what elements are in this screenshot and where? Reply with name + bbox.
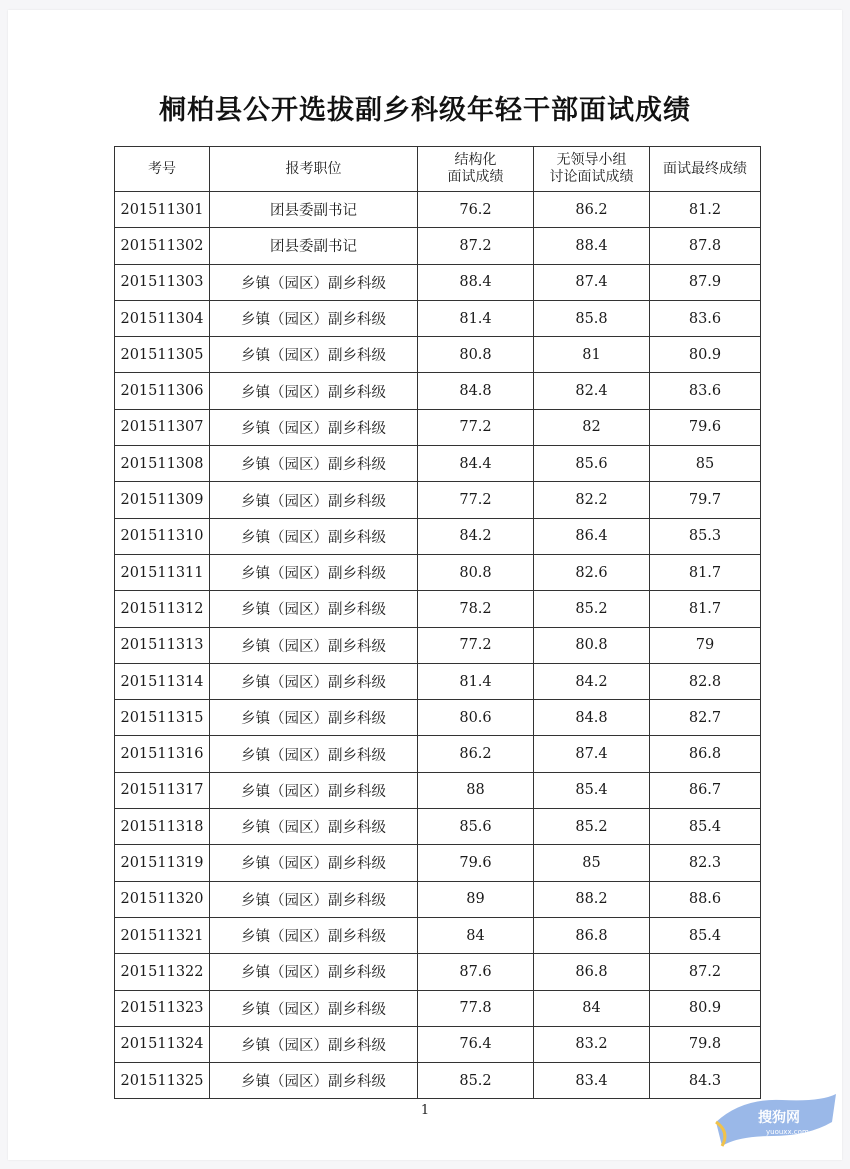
table-row [115,627,761,663]
cell-group-score: 82.6 [534,554,650,590]
header-structured-score [418,147,534,192]
cell-group-score: 87.4 [534,736,650,772]
table-row [115,736,761,772]
table-row [115,881,761,917]
cell-group-score: 85.4 [534,772,650,808]
table-row [115,663,761,699]
cell-structured-score: 85.2 [418,1063,534,1099]
cell-id: 201511316 [115,736,210,772]
page-number: 1 [420,1103,430,1118]
table-row [115,917,761,953]
cell-final-score: 88.6 [650,881,761,917]
cell-position: 乡镇（园区）副乡科级 [210,627,418,663]
cell-id: 201511315 [115,700,210,736]
cell-group-score: 80.8 [534,627,650,663]
cell-group-score: 86.8 [534,917,650,953]
cell-position: 乡镇（园区）副乡科级 [210,700,418,736]
table-row [115,409,761,445]
cell-final-score: 87.8 [650,228,761,264]
cell-final-score: 86.8 [650,736,761,772]
table-row [115,482,761,518]
cell-id: 201511324 [115,1026,210,1062]
table-row [115,446,761,482]
cell-structured-score: 86.2 [418,736,534,772]
cell-id: 201511320 [115,881,210,917]
cell-final-score: 81.7 [650,554,761,590]
cell-structured-score: 87.6 [418,954,534,990]
table-row [115,700,761,736]
cell-position: 乡镇（园区）副乡科级 [210,990,418,1026]
cell-position: 乡镇（园区）副乡科级 [210,264,418,300]
cell-position: 乡镇（园区）副乡科级 [210,554,418,590]
cell-id: 201511306 [115,373,210,409]
cell-id: 201511322 [115,954,210,990]
table-row [115,228,761,264]
cell-id: 201511312 [115,591,210,627]
cell-group-score: 81 [534,337,650,373]
header-structured-line1: 结构化 [454,152,497,168]
cell-structured-score: 88 [418,772,534,808]
cell-position: 乡镇（园区）副乡科级 [210,337,418,373]
cell-position: 乡镇（园区）副乡科级 [210,409,418,445]
cell-group-score: 85.8 [534,300,650,336]
header-group-line1: 无领导小组 [556,152,627,168]
cell-structured-score: 87.2 [418,228,534,264]
cell-id: 201511319 [115,845,210,881]
table-row [115,264,761,300]
cell-structured-score: 77.2 [418,482,534,518]
cell-final-score: 82.7 [650,700,761,736]
table-row [115,772,761,808]
cell-structured-score: 77.8 [418,990,534,1026]
table-row [115,809,761,845]
cell-id: 201511313 [115,627,210,663]
cell-final-score: 85 [650,446,761,482]
cell-structured-score: 77.2 [418,627,534,663]
cell-final-score: 85.4 [650,917,761,953]
cell-group-score: 83.4 [534,1063,650,1099]
score-table [114,146,761,1099]
cell-final-score: 82.8 [650,663,761,699]
cell-id: 201511314 [115,663,210,699]
cell-position: 乡镇（园区）副乡科级 [210,881,418,917]
cell-id: 201511318 [115,809,210,845]
cell-structured-score: 76.4 [418,1026,534,1062]
cell-position: 乡镇（园区）副乡科级 [210,518,418,554]
cell-position: 乡镇（园区）副乡科级 [210,845,418,881]
cell-final-score: 79.8 [650,1026,761,1062]
cell-final-score: 86.7 [650,772,761,808]
table-header-row [115,147,761,192]
cell-final-score: 81.7 [650,591,761,627]
table-body [115,192,761,1099]
table-row [115,954,761,990]
document-title: 桐柏县公开选拔副乡科级年轻干部面试成绩 [159,95,691,126]
watermark-text: 搜狗网 [758,1110,800,1126]
cell-final-score: 87.9 [650,264,761,300]
cell-position: 乡镇（园区）副乡科级 [210,663,418,699]
cell-id: 201511307 [115,409,210,445]
cell-final-score: 84.3 [650,1063,761,1099]
table-row [115,1063,761,1099]
header-group-line2: 讨论面试成绩 [549,169,634,185]
cell-position: 乡镇（园区）副乡科级 [210,954,418,990]
cell-group-score: 86.8 [534,954,650,990]
cell-position: 团县委副书记 [210,192,418,228]
cell-final-score: 83.6 [650,300,761,336]
cell-id: 201511308 [115,446,210,482]
cell-id: 201511302 [115,228,210,264]
cell-group-score: 85.2 [534,809,650,845]
cell-final-score: 85.3 [650,518,761,554]
cell-final-score: 79.7 [650,482,761,518]
cell-structured-score: 79.6 [418,845,534,881]
cell-id: 201511323 [115,990,210,1026]
cell-final-score: 82.3 [650,845,761,881]
table-row [115,518,761,554]
table-row [115,1026,761,1062]
cell-group-score: 84.8 [534,700,650,736]
cell-final-score: 79.6 [650,409,761,445]
cell-position: 乡镇（园区）副乡科级 [210,917,418,953]
cell-structured-score: 81.4 [418,663,534,699]
cell-final-score: 81.2 [650,192,761,228]
site-watermark-logo [712,1092,840,1148]
cell-id: 201511321 [115,917,210,953]
table-row [115,990,761,1026]
cell-group-score: 84.2 [534,663,650,699]
cell-position: 乡镇（园区）副乡科级 [210,809,418,845]
cell-id: 201511305 [115,337,210,373]
header-group-score [534,147,650,192]
cell-position: 乡镇（园区）副乡科级 [210,446,418,482]
table-row [115,591,761,627]
cell-final-score: 87.2 [650,954,761,990]
cell-id: 201511310 [115,518,210,554]
cell-group-score: 85.2 [534,591,650,627]
cell-position: 乡镇（园区）副乡科级 [210,772,418,808]
cell-final-score: 83.6 [650,373,761,409]
cell-structured-score: 84.4 [418,446,534,482]
cell-group-score: 82.4 [534,373,650,409]
cell-group-score: 85.6 [534,446,650,482]
cell-final-score: 79 [650,627,761,663]
table-row [115,845,761,881]
cell-id: 201511301 [115,192,210,228]
cell-position: 乡镇（园区）副乡科级 [210,736,418,772]
cell-group-score: 82 [534,409,650,445]
cell-id: 201511311 [115,554,210,590]
table-row [115,300,761,336]
cell-group-score: 82.2 [534,482,650,518]
cell-id: 201511325 [115,1063,210,1099]
cell-structured-score: 76.2 [418,192,534,228]
cell-group-score: 86.2 [534,192,650,228]
table-row [115,554,761,590]
cell-id: 201511304 [115,300,210,336]
cell-position: 乡镇（园区）副乡科级 [210,1026,418,1062]
cell-id: 201511317 [115,772,210,808]
header-final-score: 面试最终成绩 [650,147,761,192]
cell-group-score: 88.4 [534,228,650,264]
cell-structured-score: 88.4 [418,264,534,300]
header-position: 报考职位 [210,147,418,192]
table-row [115,373,761,409]
cell-position: 乡镇（园区）副乡科级 [210,1063,418,1099]
cell-structured-score: 85.6 [418,809,534,845]
cell-position: 乡镇（园区）副乡科级 [210,591,418,627]
cell-structured-score: 89 [418,881,534,917]
cell-structured-score: 80.8 [418,554,534,590]
cell-structured-score: 84 [418,917,534,953]
cell-position: 乡镇（园区）副乡科级 [210,482,418,518]
cell-group-score: 83.2 [534,1026,650,1062]
cell-id: 201511303 [115,264,210,300]
cell-structured-score: 81.4 [418,300,534,336]
cell-position: 乡镇（园区）副乡科级 [210,373,418,409]
cell-group-score: 84 [534,990,650,1026]
cell-group-score: 88.2 [534,881,650,917]
cell-group-score: 85 [534,845,650,881]
cell-final-score: 80.9 [650,337,761,373]
cell-final-score: 80.9 [650,990,761,1026]
cell-group-score: 87.4 [534,264,650,300]
cell-group-score: 86.4 [534,518,650,554]
header-structured-line2: 面试成绩 [447,169,504,185]
cell-structured-score: 78.2 [418,591,534,627]
table-row [115,192,761,228]
table-row [115,337,761,373]
cell-structured-score: 80.8 [418,337,534,373]
cell-position: 团县委副书记 [210,228,418,264]
cell-structured-score: 84.2 [418,518,534,554]
cell-structured-score: 77.2 [418,409,534,445]
watermark-subtext: yuouxx.com [766,1128,809,1136]
cell-structured-score: 84.8 [418,373,534,409]
header-id: 考号 [115,147,210,192]
cell-position: 乡镇（园区）副乡科级 [210,300,418,336]
cell-structured-score: 80.6 [418,700,534,736]
cell-id: 201511309 [115,482,210,518]
cell-final-score: 85.4 [650,809,761,845]
